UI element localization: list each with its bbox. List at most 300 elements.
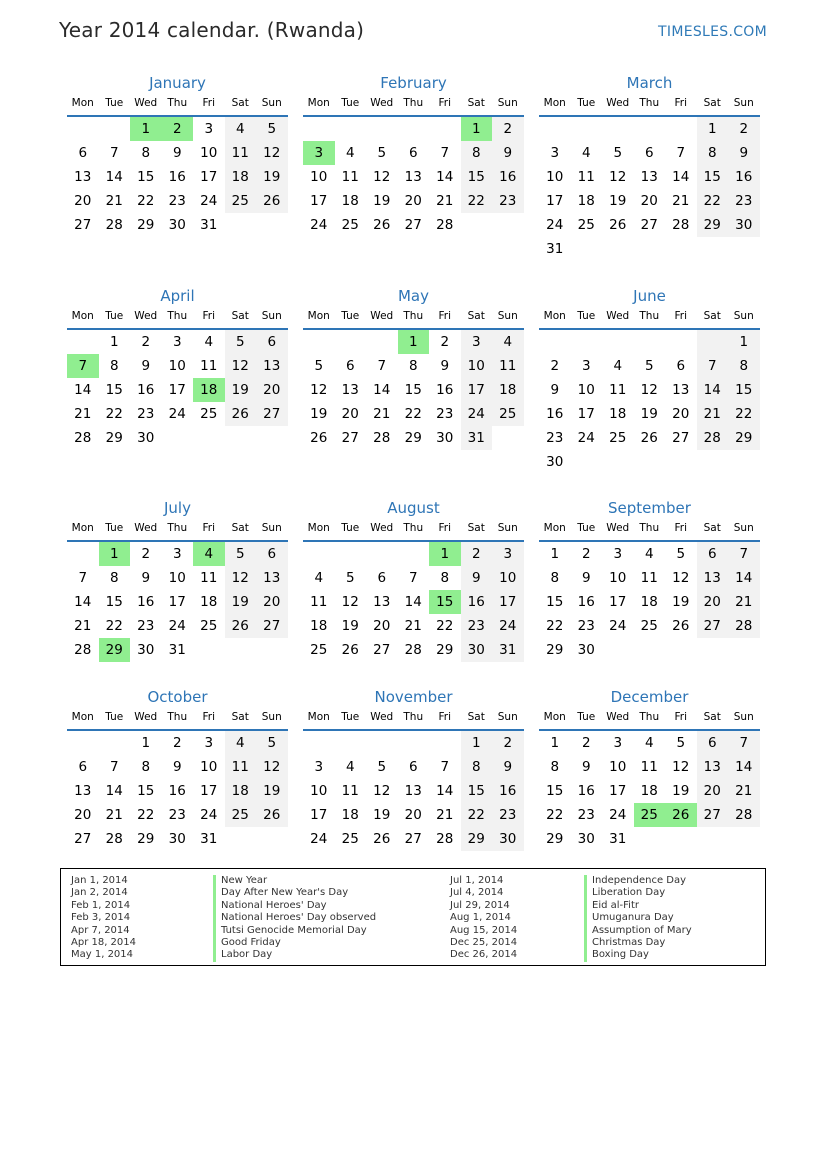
day-cell: 11 [341,169,359,185]
empty-cell [665,450,697,474]
day-cell: 20 [672,406,690,422]
day-cell: 14 [404,594,422,610]
day-grid [539,330,760,474]
empty-cell [634,827,666,851]
day-cell: 30 [492,827,524,851]
empty-cell [366,731,398,755]
day-grid [303,542,524,662]
day-cell: 20 [256,590,288,614]
day-cell: 13 [404,783,422,799]
day-cell: 19 [672,594,690,610]
day-cell: 2 [141,334,151,350]
empty-cell [67,117,99,141]
day-cell: 15 [404,382,422,398]
empty-cell [602,117,634,141]
weekday-label: Sun [497,97,518,109]
day-grid [539,542,760,662]
weekday-label: Mon [307,310,330,322]
empty-cell [665,330,697,354]
day-cell: 12 [256,141,288,165]
day-cell: 23 [577,618,595,634]
day-cell: 29 [697,213,729,237]
day-cell: 7 [377,358,387,374]
day-cell: 18 [640,594,658,610]
weekday-header [539,518,760,542]
empty-cell [429,117,461,141]
day-cell: 10 [609,759,627,775]
day-cell: 29 [404,430,422,446]
day-cell: 14 [697,378,729,402]
day-cell: 4 [644,546,654,562]
day-cell: 30 [137,430,155,446]
day-cell: 28 [436,831,454,847]
day-cell: 21 [728,590,760,614]
month-october [67,687,288,851]
empty-cell [99,731,131,755]
legend-holiday-name: Liberation Day [584,887,692,899]
day-cell: 31 [461,426,493,450]
day-cell: 24 [168,618,186,634]
weekday-label: Sun [261,522,282,534]
day-cell: 14 [728,566,760,590]
day-cell: 27 [74,831,92,847]
day-cell: 21 [697,402,729,426]
day-cell: 18 [225,165,257,189]
day-cell: 12 [672,570,690,586]
day-cell: 24 [461,402,493,426]
day-cell: 28 [697,426,729,450]
month-november [303,687,524,851]
day-cell: 3 [314,759,324,775]
legend-holiday-date: Jul 1, 2014 [450,875,504,886]
day-cell: 5 [613,145,623,161]
day-cell: 5 [314,358,324,374]
day-cell: 10 [492,566,524,590]
empty-cell [99,117,131,141]
day-cell: 17 [168,594,186,610]
day-cell: 18 [577,193,595,209]
weekday-label: Tue [341,711,360,723]
day-cell: 9 [172,759,182,775]
day-cell: 8 [697,141,729,165]
day-cell: 29 [728,426,760,450]
empty-cell [634,237,666,261]
weekday-label: Sat [467,310,485,322]
empty-cell [539,330,571,354]
day-cell: 19 [310,406,328,422]
day-cell: 29 [436,642,454,658]
weekday-label: Wed [606,522,630,534]
day-cell: 15 [137,169,155,185]
empty-cell [697,450,729,474]
weekday-label: Tue [577,97,596,109]
day-cell: 17 [492,590,524,614]
day-cell: 9 [581,759,591,775]
day-cell: 14 [74,594,92,610]
day-cell: 27 [404,217,422,233]
day-cell: 9 [550,382,560,398]
day-cell: 11 [310,594,328,610]
empty-cell [665,638,697,662]
day-cell: 22 [436,618,454,634]
day-cell: 1 [398,330,430,354]
empty-cell [728,237,760,261]
day-cell: 6 [408,145,418,161]
day-cell: 25 [634,803,666,827]
day-cell: 30 [546,454,564,470]
legend-holiday-date: Dec 25, 2014 [450,936,518,948]
weekday-label: Fri [674,97,687,109]
day-cell: 16 [546,406,564,422]
day-cell: 1 [109,334,119,350]
day-cell: 10 [168,570,186,586]
day-cell: 15 [137,783,155,799]
day-cell: 19 [672,783,690,799]
day-cell: 5 [256,117,288,141]
day-cell: 6 [676,358,686,374]
empty-cell [303,330,335,354]
weekday-label: Mon [543,711,566,723]
empty-cell [429,731,461,755]
day-cell: 7 [408,570,418,586]
day-cell: 1 [461,117,493,141]
weekday-label: Mon [543,97,566,109]
weekday-label: Sun [497,522,518,534]
weekday-label: Sun [733,711,754,723]
legend-holiday-date: Jan 1, 2014 [71,875,128,886]
weekday-label: Fri [202,522,215,534]
empty-cell [256,213,288,237]
day-cell: 11 [225,141,257,165]
day-cell: 11 [200,358,218,374]
month-name: January [149,74,206,92]
day-cell: 23 [168,193,186,209]
day-cell: 15 [105,382,123,398]
day-cell: 18 [609,406,627,422]
day-cell: 12 [609,169,627,185]
day-cell: 12 [341,594,359,610]
legend-left-dates [71,875,136,962]
day-cell: 22 [105,618,123,634]
day-cell: 1 [130,117,162,141]
day-cell: 19 [256,165,288,189]
month-june [539,286,760,474]
day-cell: 26 [225,402,257,426]
day-cell: 27 [697,614,729,638]
day-cell: 6 [644,145,654,161]
day-cell: 1 [550,735,560,751]
empty-cell [602,638,634,662]
day-cell: 16 [137,382,155,398]
day-cell: 16 [492,779,524,803]
day-cell: 9 [172,145,182,161]
day-cell: 10 [310,783,328,799]
day-cell: 13 [697,566,729,590]
day-cell: 13 [256,354,288,378]
weekday-label: Thu [403,97,424,109]
empty-cell [193,426,225,450]
month-name: April [160,287,195,305]
weekday-label: Sat [703,711,721,723]
day-cell: 13 [74,783,92,799]
day-cell: 4 [314,570,324,586]
day-cell: 23 [577,807,595,823]
day-cell: 13 [74,169,92,185]
weekday-label: Wed [370,97,394,109]
empty-cell [256,426,288,450]
day-cell: 23 [492,803,524,827]
day-cell: 24 [310,831,328,847]
day-cell: 21 [105,193,123,209]
empty-cell [539,117,571,141]
legend-holiday-date: Jan 2, 2014 [71,887,128,899]
day-cell: 26 [665,803,697,827]
day-cell: 29 [137,217,155,233]
legend-holiday-date: Jul 4, 2014 [450,887,504,899]
weekday-label: Thu [639,310,660,322]
empty-cell [634,330,666,354]
weekday-header [539,93,760,117]
day-cell: 17 [609,594,627,610]
day-cell: 15 [546,594,564,610]
day-cell: 13 [640,169,658,185]
empty-cell [398,731,430,755]
day-cell: 24 [577,430,595,446]
day-cell: 23 [168,807,186,823]
legend-holiday-name: National Heroes' Day [213,900,376,912]
day-cell: 8 [550,759,560,775]
day-cell: 8 [109,358,119,374]
weekday-label: Tue [577,711,596,723]
day-cell: 31 [546,241,564,257]
month-april [67,286,288,450]
day-cell: 5 [377,145,387,161]
day-cell: 24 [492,614,524,638]
day-cell: 24 [546,217,564,233]
day-cell: 4 [204,334,214,350]
day-cell: 30 [577,831,595,847]
day-cell: 18 [225,779,257,803]
day-cell: 17 [310,807,328,823]
empty-cell [634,450,666,474]
empty-cell [665,237,697,261]
day-cell: 4 [225,117,257,141]
day-cell: 11 [640,570,658,586]
empty-cell [602,450,634,474]
weekday-label: Sat [231,97,249,109]
day-cell: 29 [137,831,155,847]
legend-holiday-date: Aug 1, 2014 [450,912,511,924]
empty-cell [571,237,603,261]
day-cell: 28 [373,430,391,446]
weekday-label: Fri [438,97,451,109]
weekday-label: Mon [307,97,330,109]
day-cell: 20 [697,590,729,614]
day-cell: 26 [341,642,359,658]
day-cell: 16 [577,783,595,799]
day-cell: 22 [461,189,493,213]
legend-holiday-name: Day After New Year's Day [213,887,376,899]
day-cell: 15 [429,590,461,614]
day-cell: 19 [225,590,257,614]
day-cell: 1 [697,117,729,141]
day-cell: 26 [310,430,328,446]
day-cell: 5 [345,570,355,586]
day-cell: 4 [193,542,225,566]
month-name: March [626,74,673,92]
day-cell: 22 [137,193,155,209]
legend-holiday-name: Independence Day [584,875,692,887]
weekday-header [67,306,288,330]
weekday-label: Thu [167,310,188,322]
day-cell: 27 [74,217,92,233]
day-cell: 29 [99,638,131,662]
day-cell: 13 [697,755,729,779]
day-cell: 6 [377,570,387,586]
day-cell: 21 [74,406,92,422]
empty-cell [67,542,99,566]
day-cell: 25 [200,406,218,422]
weekday-label: Sat [467,522,485,534]
empty-cell [602,330,634,354]
day-cell: 30 [168,217,186,233]
day-cell: 28 [404,642,422,658]
day-cell: 13 [672,382,690,398]
day-cell: 3 [581,358,591,374]
weekday-label: Sun [497,310,518,322]
day-cell: 22 [546,807,564,823]
day-cell: 20 [404,807,422,823]
day-cell: 14 [436,169,454,185]
day-cell: 3 [204,735,214,751]
day-cell: 3 [303,141,335,165]
weekday-label: Tue [105,522,124,534]
day-cell: 8 [550,570,560,586]
day-cell: 30 [168,831,186,847]
day-cell: 2 [461,542,493,566]
weekday-label: Sat [467,97,485,109]
day-cell: 31 [609,831,627,847]
day-cell: 14 [105,783,123,799]
day-cell: 2 [550,358,560,374]
day-cell: 1 [728,330,760,354]
weekday-label: Wed [606,310,630,322]
day-cell: 25 [609,430,627,446]
day-cell: 11 [200,570,218,586]
day-cell: 28 [672,217,690,233]
day-cell: 27 [404,831,422,847]
weekday-label: Mon [71,310,94,322]
day-cell: 17 [310,193,328,209]
weekday-label: Thu [403,711,424,723]
day-cell: 24 [310,217,328,233]
day-cell: 28 [436,217,454,233]
weekday-label: Tue [577,522,596,534]
empty-cell [492,213,524,237]
empty-cell [256,638,288,662]
day-cell: 7 [728,542,760,566]
day-cell: 30 [728,213,760,237]
weekday-header [67,518,288,542]
day-cell: 25 [225,189,257,213]
day-cell: 5 [377,759,387,775]
weekday-label: Wed [134,522,158,534]
day-cell: 7 [728,731,760,755]
day-cell: 19 [373,807,391,823]
day-cell: 7 [676,145,686,161]
day-cell: 13 [373,594,391,610]
month-name: August [387,499,440,517]
day-cell: 26 [373,831,391,847]
month-name: February [380,74,447,92]
empty-cell [634,638,666,662]
empty-cell [256,827,288,851]
day-cell: 27 [341,430,359,446]
day-cell: 20 [404,193,422,209]
weekday-label: Thu [639,711,660,723]
day-cell: 26 [640,430,658,446]
legend-holiday-date: Feb 1, 2014 [71,899,131,911]
day-cell: 1 [429,542,461,566]
day-cell: 2 [581,546,591,562]
day-cell: 25 [640,618,658,634]
day-grid [67,117,288,237]
weekday-label: Mon [543,522,566,534]
day-cell: 8 [461,141,493,165]
day-cell: 28 [74,642,92,658]
day-cell: 24 [200,807,218,823]
weekday-label: Fri [674,711,687,723]
weekday-label: Fri [438,711,451,723]
day-cell: 11 [225,755,257,779]
empty-cell [193,638,225,662]
day-cell: 4 [581,145,591,161]
day-cell: 12 [225,354,257,378]
day-cell: 6 [256,330,288,354]
day-cell: 2 [492,117,524,141]
day-cell: 5 [644,358,654,374]
month-name: May [397,287,429,305]
empty-cell [225,638,257,662]
day-cell: 6 [408,759,418,775]
legend-left-names [213,875,376,962]
day-cell: 26 [256,189,288,213]
day-cell: 26 [256,803,288,827]
day-cell: 22 [461,803,493,827]
day-cell: 14 [728,755,760,779]
day-cell: 6 [345,358,355,374]
month-name: July [164,499,191,517]
day-cell: 17 [200,169,218,185]
day-cell: 14 [672,169,690,185]
weekday-label: Sun [261,711,282,723]
weekday-label: Sat [231,522,249,534]
day-cell: 16 [168,169,186,185]
legend-right-dates [450,875,517,962]
day-cell: 1 [550,546,560,562]
day-cell: 18 [492,378,524,402]
day-cell: 10 [461,354,493,378]
day-cell: 10 [577,382,595,398]
weekday-header [67,707,288,731]
weekday-label: Fri [674,310,687,322]
day-cell: 27 [640,217,658,233]
weekday-label: Tue [577,310,596,322]
day-cell: 16 [168,783,186,799]
site-link[interactable]: TIMESLES.COM [658,24,767,40]
day-cell: 2 [581,735,591,751]
day-cell: 17 [609,783,627,799]
